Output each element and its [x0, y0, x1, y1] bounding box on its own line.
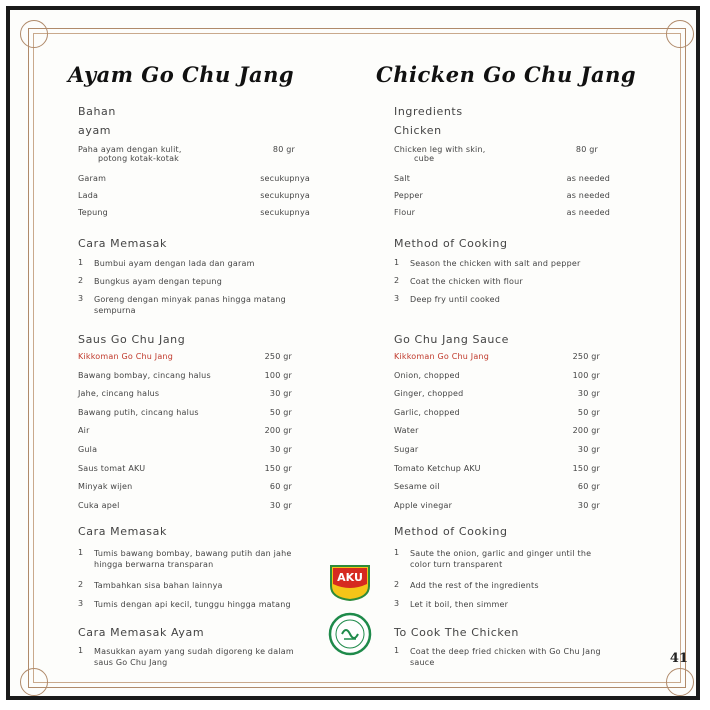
- halal-logo: [328, 612, 372, 656]
- sauce-ingredient-row: [78, 408, 292, 417]
- sauce-ingredient-row: [78, 371, 292, 380]
- ingredient-name: Gula: [78, 445, 98, 454]
- ingredient-name: Sugar: [394, 445, 419, 454]
- sauce-ingredient-row: [78, 464, 292, 473]
- page-number: 41: [669, 651, 688, 666]
- sauce-ingredient-row: [78, 445, 292, 454]
- corner-ornament: [20, 20, 48, 48]
- sauce-heading: Go Chu Jang Sauce: [394, 333, 510, 346]
- ingredient-qty: 30 gr: [269, 389, 292, 399]
- ingredient-qty: 50 gr: [577, 407, 600, 417]
- aku-logo-text: AKU: [337, 571, 363, 584]
- ingredient-qty: 30 gr: [577, 500, 600, 510]
- ingredient-name: Bawang putih, cincang halus: [78, 407, 199, 417]
- ingredient-qty: 100 gr: [572, 370, 600, 380]
- ingredient-name: Water: [394, 426, 419, 436]
- ingredient-row: Chicken leg with skin, cube 80 gr: [394, 145, 598, 163]
- sauce-ingredient-row: [78, 426, 292, 435]
- ingredient-name: Minyak wijen: [78, 482, 133, 492]
- ingredient-name: Cuka apel: [78, 500, 120, 510]
- method-heading: Cara Memasak: [78, 237, 167, 250]
- ingredient-row: Lada secukupnya: [78, 191, 310, 200]
- ingredient-name: Tomato Ketchup AKU: [394, 463, 481, 473]
- sauce-ingredient-row: [78, 389, 292, 398]
- corner-ornament: [666, 20, 694, 48]
- sauce-ingredient-row: [394, 445, 600, 454]
- sauce-ingredient-row: [78, 352, 292, 361]
- recipe-title: Chicken Go Chu Jang: [376, 62, 637, 87]
- ingredient-qty: 200 gr: [572, 426, 600, 436]
- ingredient-row: Flour as needed: [394, 208, 610, 217]
- ingredient-qty: 30 gr: [577, 389, 600, 399]
- ingredient-qty: 50 gr: [269, 407, 292, 417]
- method-heading: Cara Memasak: [78, 525, 167, 538]
- ingredient-name: Air: [78, 426, 90, 436]
- aku-logo: [327, 562, 373, 602]
- sauce-ingredient-row: [394, 464, 600, 473]
- sauce-ingredient-row: [394, 408, 600, 417]
- ingredient-qty: 250 gr: [264, 352, 292, 361]
- ingredient-name: Apple vinegar: [394, 500, 453, 510]
- method-heading: To Cook The Chicken: [394, 626, 519, 639]
- ingredients-heading: Ingredients: [394, 105, 463, 118]
- ingredient-qty: 30 gr: [577, 445, 600, 454]
- ingredients-heading: Bahan: [78, 105, 116, 118]
- ingredient-row: Garam secukupnya: [78, 174, 310, 183]
- ingredient-row: Tepung secukupnya: [78, 208, 310, 217]
- ingredient-name: Kikkoman Go Chu Jang: [394, 352, 489, 361]
- chicken-heading: Chicken: [394, 124, 442, 137]
- ingredient-qty: 150 gr: [572, 463, 600, 473]
- ingredient-name: Bawang bombay, cincang halus: [78, 370, 211, 380]
- sauce-heading: Saus Go Chu Jang: [78, 333, 186, 346]
- sauce-ingredient-row: [394, 482, 600, 491]
- method-heading: Method of Cooking: [394, 525, 508, 538]
- chicken-heading: ayam: [78, 124, 112, 137]
- ingredient-qty: 200 gr: [264, 426, 292, 436]
- ingredient-qty: 30 gr: [269, 500, 292, 510]
- method-heading: Method of Cooking: [394, 237, 508, 250]
- ingredient-row: Paha ayam dengan kulit, potong kotak-kotak 80 gr: [78, 145, 295, 163]
- ingredient-qty: 150 gr: [264, 463, 292, 473]
- ingredient-qty: 60 gr: [577, 482, 600, 492]
- corner-ornament: [666, 668, 694, 696]
- method-heading: Cara Memasak Ayam: [78, 626, 205, 639]
- sauce-ingredient-row: [394, 389, 600, 398]
- sauce-ingredient-row: [78, 482, 292, 491]
- ingredient-row: Pepper as needed: [394, 191, 610, 200]
- sauce-ingredient-row: [78, 501, 292, 510]
- sauce-ingredient-row: [394, 371, 600, 380]
- ingredient-name: Kikkoman Go Chu Jang: [78, 352, 173, 361]
- ingredient-name: Ginger, chopped: [394, 389, 464, 399]
- ingredient-name: Garlic, chopped: [394, 407, 460, 417]
- sauce-ingredient-row: [394, 352, 600, 361]
- sauce-ingredient-row: [394, 501, 600, 510]
- ingredient-qty: 60 gr: [269, 482, 292, 492]
- ingredient-qty: 30 gr: [269, 445, 292, 454]
- recipe-title: Ayam Go Chu Jang: [68, 62, 295, 87]
- ingredient-qty: 100 gr: [264, 370, 292, 380]
- ingredient-name: Saus tomat AKU: [78, 463, 146, 473]
- ingredient-row: Salt as needed: [394, 174, 610, 183]
- ingredient-name: Sesame oil: [394, 482, 440, 492]
- ingredient-name: Onion, chopped: [394, 370, 460, 380]
- sauce-ingredient-row: [394, 426, 600, 435]
- corner-ornament: [20, 668, 48, 696]
- ingredient-qty: 250 gr: [572, 352, 600, 361]
- ingredient-name: Jahe, cincang halus: [78, 389, 160, 399]
